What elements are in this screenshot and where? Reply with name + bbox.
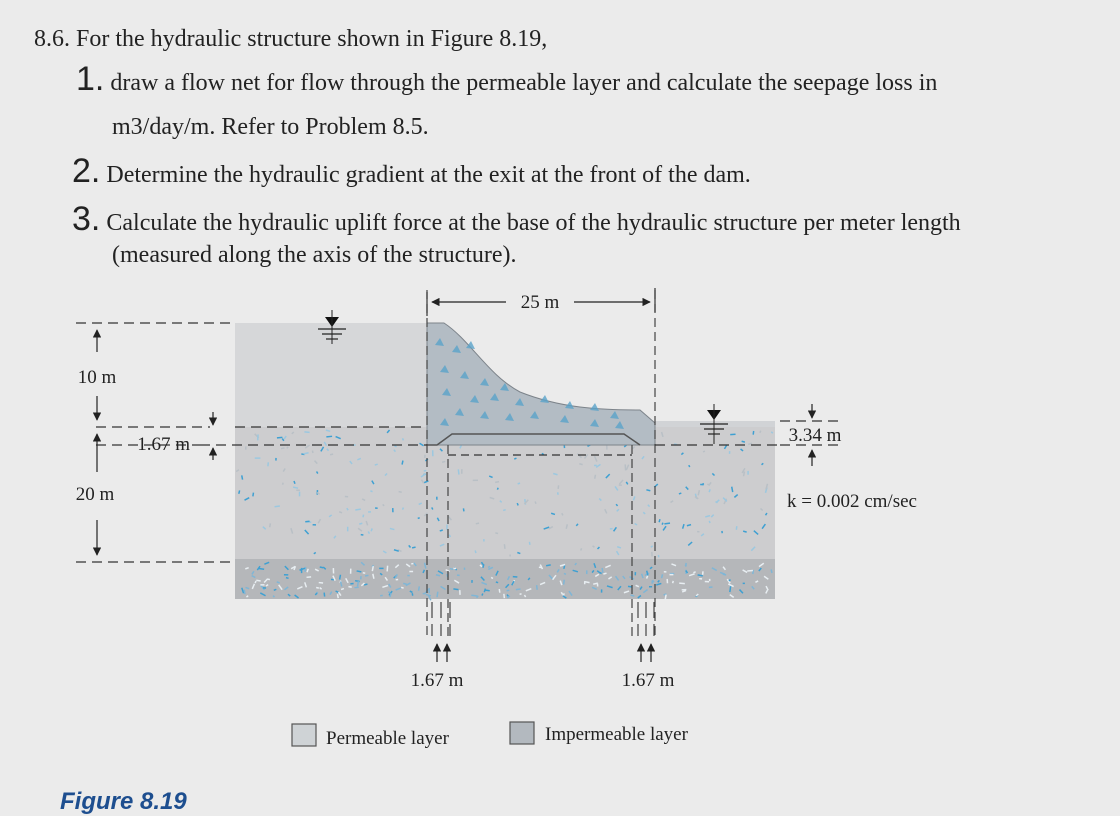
texture-speck [450, 569, 454, 570]
texture-speck [564, 565, 565, 569]
texture-speck [371, 528, 372, 531]
texture-speck [442, 461, 445, 462]
texture-speck [562, 513, 563, 515]
texture-speck [244, 590, 245, 594]
texture-speck [709, 521, 710, 523]
texture-speck [497, 488, 498, 490]
texture-speck [709, 489, 710, 492]
texture-speck [647, 571, 648, 576]
texture-speck [330, 454, 333, 455]
texture-speck [281, 448, 284, 449]
texture-speck [689, 465, 690, 467]
permeable-layer [235, 427, 775, 559]
texture-speck [679, 493, 681, 494]
question-1-text: draw a flow net for flow through the permeable layer and calculate the seepage loss in [110, 70, 937, 96]
texture-speck [679, 583, 685, 584]
texture-speck [504, 544, 505, 549]
texture-speck [316, 588, 319, 589]
texture-speck [355, 509, 360, 510]
question-3-text: Calculate the hydraulic uplift force at the base of the hydraulic structure per meter length [106, 210, 960, 236]
texture-speck [294, 481, 295, 484]
texture-speck [503, 510, 505, 511]
texture-speck [631, 595, 635, 596]
texture-speck [659, 519, 660, 522]
texture-speck [517, 503, 518, 505]
texture-speck [484, 589, 485, 593]
texture-speck [518, 483, 520, 484]
layer-thickness-label: 20 m [76, 484, 115, 505]
texture-speck [707, 484, 709, 485]
texture-speck [732, 487, 733, 492]
texture-speck [274, 589, 277, 590]
texture-speck [524, 595, 525, 597]
upstream-head-label: 10 m [78, 367, 117, 388]
texture-speck [357, 581, 358, 587]
cutoff-right-label: 1.67 m [622, 670, 675, 691]
top-width-label: 25 m [521, 292, 560, 313]
texture-speck [368, 531, 369, 533]
texture-speck [293, 487, 298, 488]
legend-impermeable-swatch [510, 722, 534, 744]
question-1-text-cont: m3/day/m. Refer to Problem 8.5. [112, 114, 429, 141]
texture-speck [320, 567, 323, 568]
texture-speck [729, 580, 731, 581]
texture-speck [283, 483, 284, 485]
texture-speck [314, 553, 316, 554]
texture-speck [440, 530, 443, 531]
texture-speck [341, 589, 344, 590]
texture-speck [326, 436, 332, 437]
texture-speck [403, 508, 404, 510]
texture-speck [436, 575, 440, 576]
legend-permeable-label: Permeable layer [326, 728, 450, 749]
texture-speck [383, 504, 385, 505]
texture-speck [259, 569, 264, 570]
texture-speck [339, 512, 342, 513]
permeability-label: k = 0.002 cm/sec [787, 491, 917, 512]
texture-speck [647, 576, 648, 579]
texture-speck [246, 596, 248, 597]
texture-speck [664, 523, 670, 524]
texture-speck [305, 567, 306, 572]
texture-speck [600, 573, 602, 574]
texture-speck [453, 589, 458, 590]
figure-caption: Figure 8.19 [60, 788, 187, 816]
texture-speck [662, 574, 663, 578]
texture-speck [359, 523, 362, 524]
texture-speck [304, 453, 309, 454]
texture-speck [286, 578, 289, 579]
cutoff-left-label: 1.67 m [411, 670, 464, 691]
texture-speck [253, 493, 254, 497]
cutoff-ticks [432, 602, 654, 636]
texture-speck [471, 595, 477, 596]
texture-speck [432, 507, 433, 509]
legend-impermeable-label: Impermeable layer [545, 724, 689, 745]
texture-speck [564, 573, 566, 574]
texture-speck [760, 431, 761, 433]
texture-speck [595, 475, 596, 479]
texture-speck [287, 447, 288, 448]
texture-speck [483, 564, 484, 567]
texture-speck [771, 432, 773, 433]
texture-speck [742, 441, 745, 442]
texture-speck [403, 583, 407, 584]
texture-speck [419, 586, 420, 590]
texture-speck [275, 506, 280, 507]
texture-speck [399, 492, 402, 493]
texture-speck [418, 518, 420, 519]
texture-speck [270, 523, 271, 527]
texture-speck [239, 490, 240, 493]
texture-speck [365, 575, 368, 576]
texture-speck [517, 553, 520, 554]
texture-speck [375, 464, 378, 465]
texture-speck [566, 524, 567, 528]
question-2-number: 2. [72, 152, 100, 190]
texture-speck [535, 501, 536, 503]
question-3-text-cont: (measured along the axis of the structure). [112, 242, 517, 269]
texture-speck [703, 451, 705, 452]
texture-speck [482, 594, 483, 596]
texture-speck [685, 565, 686, 567]
texture-speck [256, 580, 260, 581]
texture-speck [364, 584, 367, 585]
texture-speck [402, 461, 403, 465]
texture-speck [665, 595, 666, 600]
texture-speck [581, 548, 582, 550]
texture-speck [507, 590, 510, 591]
texture-speck [390, 528, 394, 529]
texture-speck [475, 550, 476, 553]
texture-speck [771, 569, 772, 573]
texture-speck [488, 566, 490, 567]
texture-speck [424, 470, 427, 471]
texture-speck [496, 582, 498, 583]
texture-speck [646, 490, 650, 491]
question-2-text: Determine the hydraulic gradient at the exit at the front of the dam. [106, 162, 750, 188]
texture-speck [698, 575, 703, 576]
texture-speck [499, 589, 500, 593]
texture-speck [730, 586, 731, 592]
texture-speck [255, 581, 256, 583]
legend-permeable-swatch [292, 724, 316, 746]
texture-speck [693, 572, 695, 573]
dam-aggregate [590, 403, 599, 411]
texture-speck [476, 523, 479, 524]
texture-speck [340, 575, 341, 580]
texture-speck [268, 579, 270, 580]
texture-speck [312, 451, 313, 453]
problem-header: 8.6. For the hydraulic structure shown in Figure 8.19, [34, 26, 547, 53]
texture-speck [458, 469, 459, 474]
texture-speck [437, 592, 438, 597]
texture-speck [277, 437, 282, 438]
downstream-head-label: 3.34 m [789, 425, 842, 446]
upstream-embed-label: 1.67 m [137, 434, 190, 455]
texture-speck [662, 523, 663, 525]
texture-speck [242, 475, 243, 479]
texture-speck [495, 533, 498, 534]
texture-speck [602, 568, 603, 573]
texture-speck [401, 587, 403, 588]
question-3-number: 3. [72, 200, 100, 238]
texture-speck [337, 594, 338, 598]
texture-speck [372, 566, 373, 571]
texture-speck [564, 580, 565, 585]
texture-speck [579, 464, 582, 465]
texture-speck [357, 571, 362, 572]
texture-speck [537, 585, 538, 590]
texture-speck [491, 577, 493, 578]
texture-speck [516, 589, 521, 590]
texture-speck [673, 581, 674, 583]
texture-speck [546, 565, 551, 566]
texture-speck [743, 531, 747, 532]
question-1-number: 1. [76, 60, 104, 98]
texture-speck [403, 438, 404, 440]
texture-speck [273, 596, 274, 597]
texture-speck [412, 547, 415, 548]
texture-speck [370, 491, 372, 492]
texture-speck [495, 482, 499, 483]
texture-speck [603, 573, 606, 574]
texture-speck [514, 458, 516, 459]
texture-speck [463, 508, 464, 511]
texture-speck [744, 472, 745, 477]
